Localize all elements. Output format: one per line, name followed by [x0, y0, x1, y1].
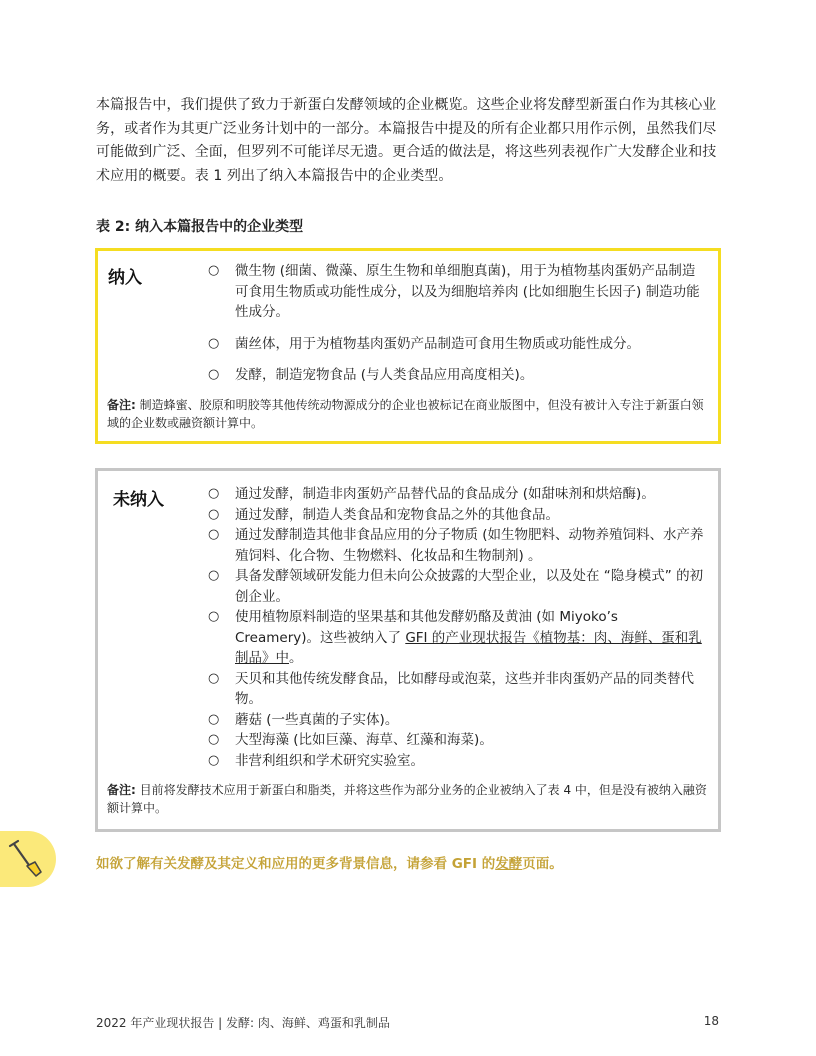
note-label: 备注: — [107, 398, 136, 412]
excluded-note — [107, 782, 707, 817]
bullet-icon: ○ — [208, 506, 220, 522]
note-text: 制造蜂蜜、胶原和明胶等其他传统动物源成分的企业也被标记在商业版图中，但没有被计入专注于新蛋白领域的企业数或融资额计算中。 — [107, 398, 704, 430]
list-item-text: 使用植物原料制造的坚果基和其他发酵奶酪及黄油 (如 Miyoko’s Creamery)。这些被纳入了 — [235, 609, 618, 646]
bullet-icon: ○ — [208, 568, 220, 583]
page-number: 18 — [703, 1014, 719, 1028]
included-box — [95, 248, 721, 444]
list-item-text-end: 。 — [289, 650, 303, 666]
list-item — [208, 505, 706, 526]
list-item-text: 天贝和其他传统发酵食品，比如酵母或泡菜，这些并非肉蛋奶产品的同类替代物。 — [235, 670, 694, 707]
list-item — [208, 710, 706, 731]
footer-title: 2022 年产业现状报告 | 发酵: 肉、海鲜、鸡蛋和乳制品 — [96, 1016, 390, 1030]
fermentation-hint — [96, 852, 563, 872]
included-title: 纳入 — [108, 268, 142, 288]
bullet-icon: ○ — [208, 367, 220, 382]
list-item-text: 菌丝体，用于为植物基肉蛋奶产品制造可食用生物质或功能性成分。 — [235, 335, 640, 352]
bullet-icon: ○ — [208, 527, 220, 542]
bullet-icon: ○ — [208, 752, 220, 768]
list-item-text: 通过发酵，制造非肉蛋奶产品替代品的食品成分 (如甜味剂和烘焙酶)。 — [235, 486, 655, 502]
note-text: 目前将发酵技术应用于新蛋白和脂类，并将这些作为部分业务的企业被纳入了表 4 中，但是没有被纳入融资额计算中。 — [107, 783, 707, 815]
list-item — [208, 751, 706, 772]
hint-text: 如欲了解有关发酵及其定义和应用的更多背景信息，请参看 GFI 的 — [96, 856, 496, 872]
list-item-text: 蘑菇 (一些真菌的子实体)。 — [235, 711, 399, 728]
bullet-icon: ○ — [208, 486, 220, 501]
list-item-text: 非营利组织和学术研究实验室。 — [235, 752, 424, 769]
fermentation-page-link[interactable]: 发酵 — [495, 856, 523, 872]
bullet-icon: ○ — [208, 670, 220, 686]
included-list — [208, 261, 706, 397]
list-item — [208, 669, 706, 710]
table-caption: 表 2: 纳入本篇报告中的企业类型 — [96, 219, 304, 235]
list-item — [208, 730, 706, 751]
list-item — [208, 607, 706, 669]
list-item — [208, 365, 706, 386]
bullet-icon: ○ — [208, 711, 220, 727]
list-item — [208, 484, 706, 505]
intro-paragraph: 本篇报告中，我们提供了致力于新蛋白发酵领域的企业概览。这些企业将发酵型新蛋白作为其核心业务，或者作为其更广泛业务计划中的一部分。本篇报告中提及的所有企业都只用作示例，虽然我们尽可能做到广泛、全面，但罗列不可能详尽无遗。更合适的做法是，将这些列表视作广大发酵企业和技术应用的概要。表 1 列出了纳入本篇报告中的企业类型。 — [96, 97, 717, 184]
list-item-text: 微生物 (细菌、微藻、原生生物和单细胞真菌)，用于为植物基肉蛋奶产品制造可食用生物质或功能性成分，以及为细胞培养肉 (比如细胞生长因子) 制造功能性成分。 — [235, 263, 700, 320]
bullet-icon: ○ — [208, 609, 220, 624]
list-item-text: 通过发酵，制造人类食品和宠物食品之外的其他食品。 — [235, 506, 559, 523]
shovel-icon — [0, 831, 56, 887]
bullet-icon: ○ — [208, 732, 220, 747]
excluded-list — [208, 484, 706, 771]
note-label: 备注: — [107, 783, 136, 797]
list-item — [208, 261, 706, 323]
included-note — [107, 397, 707, 432]
list-item — [208, 334, 706, 355]
bullet-icon: ○ — [208, 335, 220, 351]
plant-based-report-link[interactable]: GFI 的产业现状报告《植物基：肉、海鲜、蛋和乳制品》中 — [235, 629, 702, 666]
list-item-text: 大型海藻 (比如巨藻、海草、红藻和海菜)。 — [235, 732, 493, 748]
list-item-text: 发酵，制造宠物食品 (与人类食品应用高度相关)。 — [235, 367, 534, 383]
list-item-text: 通过发酵制造其他非食品应用的分子物质 (如生物肥料、动物养殖饲料、水产养殖饲料、化合物、生物燃料、化妆品和生物制剂) 。 — [235, 527, 704, 564]
hint-text-end: 页面。 — [522, 856, 563, 872]
excluded-title: 未纳入 — [113, 490, 164, 510]
bullet-icon: ○ — [208, 263, 220, 278]
list-item — [208, 525, 706, 566]
list-item-text: 具备发酵领域研发能力但未向公众披露的大型企业，以及处在 “隐身模式” 的初创企业。 — [235, 568, 704, 605]
list-item — [208, 566, 706, 607]
excluded-box — [95, 468, 721, 832]
